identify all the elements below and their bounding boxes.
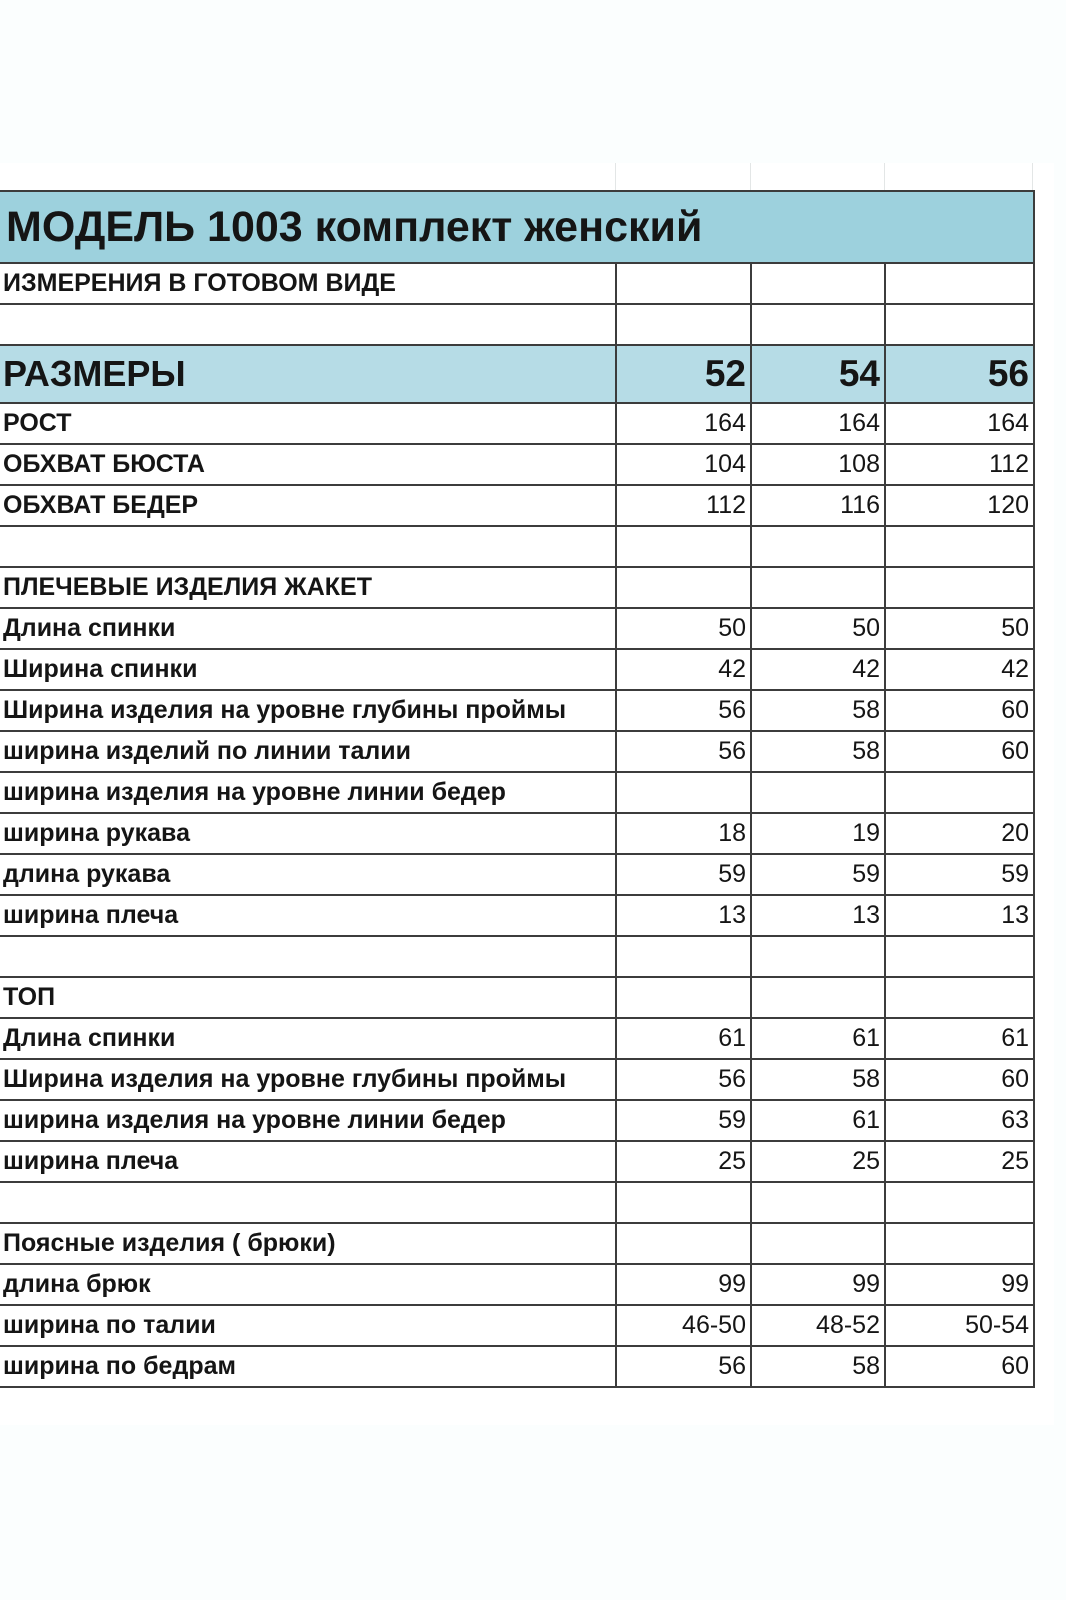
size-value	[885, 526, 1034, 567]
size-value: 61	[885, 1018, 1034, 1059]
size-value: 48-52	[751, 1305, 885, 1346]
table-row	[0, 1346, 1054, 1387]
size-value: 104	[616, 444, 751, 485]
row-label: Ширина спинки	[0, 649, 616, 690]
gridline	[750, 163, 751, 190]
size-value: 60	[885, 731, 1034, 772]
size-value: 58	[751, 1346, 885, 1387]
row-label: ширина плеча	[0, 1141, 616, 1182]
size-table	[0, 190, 1054, 1388]
size-header: 52	[616, 345, 751, 403]
size-value	[885, 936, 1034, 977]
table-row	[0, 1018, 1054, 1059]
size-value: 164	[751, 403, 885, 444]
size-value: 18	[616, 813, 751, 854]
size-value: 60	[885, 1059, 1034, 1100]
table-row	[0, 1100, 1054, 1141]
size-value: 25	[885, 1141, 1034, 1182]
size-value: 58	[751, 690, 885, 731]
model-title: МОДЕЛЬ 1003 комплект женский	[0, 191, 1034, 263]
size-value: 164	[885, 403, 1034, 444]
row-label: ширина плеча	[0, 895, 616, 936]
row-label: Ширина изделия на уровне глубины проймы	[0, 690, 616, 731]
sizes-label: РАЗМЕРЫ	[0, 345, 616, 403]
size-value	[616, 772, 751, 813]
size-value: 50	[751, 608, 885, 649]
table-row	[0, 567, 1054, 608]
size-value	[751, 1182, 885, 1223]
row-label	[0, 936, 616, 977]
size-value: 58	[751, 1059, 885, 1100]
size-value: 99	[885, 1264, 1034, 1305]
size-value	[885, 1182, 1034, 1223]
row-label	[0, 1182, 616, 1223]
size-value: 59	[616, 1100, 751, 1141]
size-value	[751, 1223, 885, 1264]
row-label: ширина изделий по линии талии	[0, 731, 616, 772]
size-header: 56	[885, 345, 1034, 403]
size-value: 25	[616, 1141, 751, 1182]
size-value: 112	[885, 444, 1034, 485]
row-label: Длина спинки	[0, 1018, 616, 1059]
table-row	[0, 690, 1054, 731]
size-value	[616, 936, 751, 977]
size-value	[885, 567, 1034, 608]
size-value	[885, 1223, 1034, 1264]
table-row	[0, 1059, 1054, 1100]
size-value: 13	[751, 895, 885, 936]
table-row	[0, 813, 1054, 854]
table-row	[0, 1305, 1054, 1346]
size-value	[616, 1182, 751, 1223]
size-value: 19	[751, 813, 885, 854]
table-row	[0, 772, 1054, 813]
size-value: 58	[751, 731, 885, 772]
row-label: ПЛЕЧЕВЫЕ ИЗДЕЛИЯ ЖАКЕТ	[0, 567, 616, 608]
size-value: 46-50	[616, 1305, 751, 1346]
size-value: 20	[885, 813, 1034, 854]
row-label: ширина по талии	[0, 1305, 616, 1346]
blank-row	[0, 526, 1054, 567]
row-label: ширина по бедрам	[0, 1346, 616, 1387]
row-label: ТОП	[0, 977, 616, 1018]
table-row	[0, 1264, 1054, 1305]
subtitle-row	[0, 263, 1054, 304]
size-value	[751, 526, 885, 567]
size-value: 50-54	[885, 1305, 1034, 1346]
size-value: 59	[885, 854, 1034, 895]
size-value: 61	[751, 1100, 885, 1141]
row-label: Поясные изделия ( брюки)	[0, 1223, 616, 1264]
size-value	[751, 567, 885, 608]
sizes-header-row	[0, 345, 1054, 403]
table-row	[0, 1141, 1054, 1182]
table-row	[0, 895, 1054, 936]
size-value	[885, 977, 1034, 1018]
title-row	[0, 191, 1054, 263]
row-label: Ширина изделия на уровне глубины проймы	[0, 1059, 616, 1100]
size-value: 42	[751, 649, 885, 690]
table-row	[0, 485, 1054, 526]
size-value	[885, 772, 1034, 813]
size-value: 42	[616, 649, 751, 690]
size-value: 164	[616, 403, 751, 444]
size-chart-sheet	[0, 163, 1054, 1425]
size-value: 61	[616, 1018, 751, 1059]
gridline	[884, 163, 885, 190]
row-label: ширина рукава	[0, 813, 616, 854]
size-value: 56	[616, 690, 751, 731]
row-label: РОСТ	[0, 403, 616, 444]
size-value: 59	[616, 854, 751, 895]
size-value: 56	[616, 731, 751, 772]
size-value	[616, 567, 751, 608]
blank-row	[0, 304, 1054, 345]
size-value: 99	[616, 1264, 751, 1305]
size-value: 116	[751, 485, 885, 526]
size-value: 99	[751, 1264, 885, 1305]
blank-row	[0, 936, 1054, 977]
size-header: 54	[751, 345, 885, 403]
size-value	[751, 977, 885, 1018]
table-row	[0, 608, 1054, 649]
size-value: 56	[616, 1346, 751, 1387]
size-value: 108	[751, 444, 885, 485]
size-value: 56	[616, 1059, 751, 1100]
row-label: ширина изделия на уровне линии бедер	[0, 1100, 616, 1141]
size-value: 59	[751, 854, 885, 895]
table-row	[0, 1223, 1054, 1264]
size-value: 50	[616, 608, 751, 649]
measurements-subtitle: ИЗМЕРЕНИЯ В ГОТОВОМ ВИДЕ	[0, 263, 616, 304]
row-label	[0, 526, 616, 567]
gridline	[1032, 163, 1033, 190]
size-value	[616, 1223, 751, 1264]
row-label: длина брюк	[0, 1264, 616, 1305]
table-row	[0, 649, 1054, 690]
gridline	[615, 163, 616, 190]
table-row	[0, 977, 1054, 1018]
size-value	[616, 977, 751, 1018]
size-value: 61	[751, 1018, 885, 1059]
table-row	[0, 854, 1054, 895]
size-value: 13	[616, 895, 751, 936]
size-value: 13	[885, 895, 1034, 936]
size-value: 50	[885, 608, 1034, 649]
size-value	[616, 526, 751, 567]
row-label: ОБХВАТ БЮСТА	[0, 444, 616, 485]
size-value: 112	[616, 485, 751, 526]
row-label: длина рукава	[0, 854, 616, 895]
size-value: 120	[885, 485, 1034, 526]
table-row	[0, 731, 1054, 772]
size-value	[751, 772, 885, 813]
row-label: ОБХВАТ БЕДЕР	[0, 485, 616, 526]
size-value: 25	[751, 1141, 885, 1182]
size-value: 60	[885, 1346, 1034, 1387]
blank-row	[0, 1182, 1054, 1223]
size-value: 42	[885, 649, 1034, 690]
table-row	[0, 444, 1054, 485]
size-value: 63	[885, 1100, 1034, 1141]
row-label: Длина спинки	[0, 608, 616, 649]
size-value	[751, 936, 885, 977]
table-row	[0, 403, 1054, 444]
row-label: ширина изделия на уровне линии бедер	[0, 772, 616, 813]
size-value: 60	[885, 690, 1034, 731]
